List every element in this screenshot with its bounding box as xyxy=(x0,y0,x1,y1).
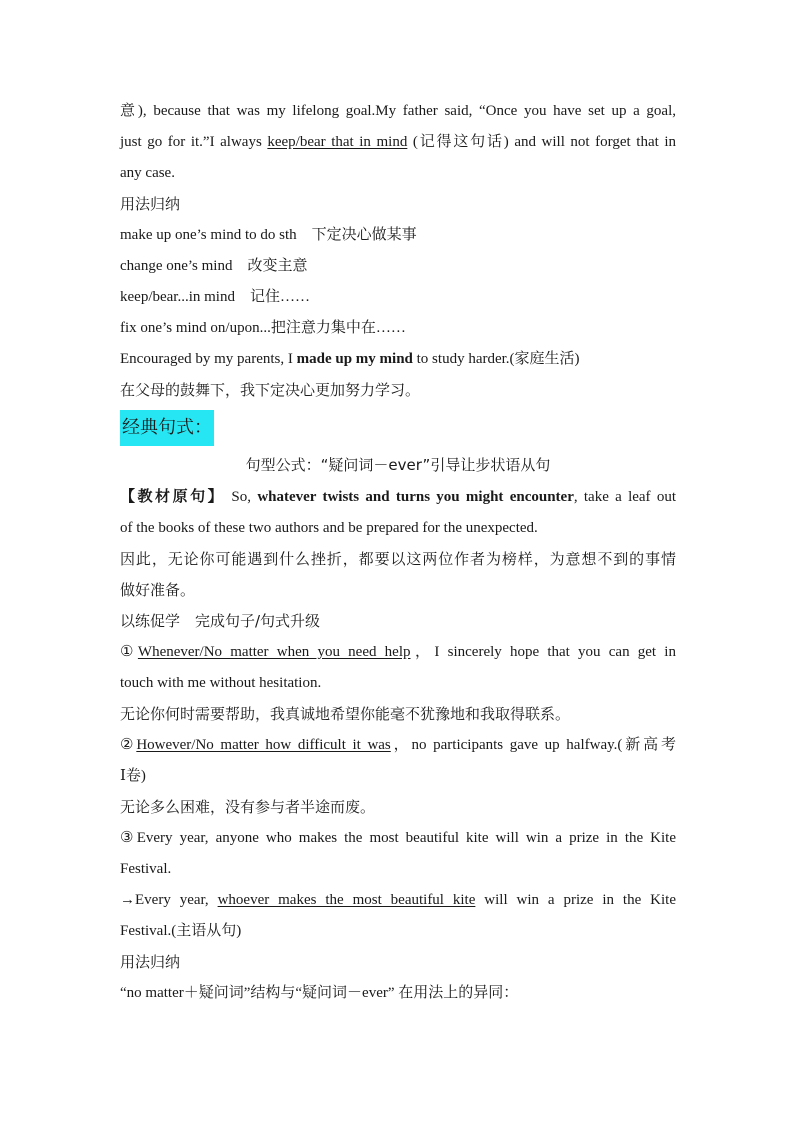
example-sentence xyxy=(120,344,676,375)
question-2-translation: 无论多么困难，没有参与者半途而废。 xyxy=(120,798,376,816)
original-translation: 因此，无论你可能遇到什么挫折，都要以这两位作者为榜样，为意想不到的事情 xyxy=(120,550,676,568)
text: (记得这句话) and will not forget that in xyxy=(407,134,676,150)
usage-item: make up one’s mind to do sth 下定决心做某事 xyxy=(120,227,417,243)
text: Every year, anyone who makes the most beautiful kite will win a prize in the Kite xyxy=(136,830,676,846)
usage-item: fix one’s mind on/upon...把注意力集中在…… xyxy=(120,320,406,336)
document-page xyxy=(120,96,676,1009)
bold-phrase: whatever twists and turns you might encounter xyxy=(257,489,574,505)
original-sentence xyxy=(120,481,676,513)
text: will win a prize in the Kite xyxy=(475,892,676,908)
text: any case. xyxy=(120,165,175,181)
text: just go for it.”I always xyxy=(120,134,268,150)
paragraph-line xyxy=(120,158,676,189)
question-3-rewrite xyxy=(120,885,676,916)
answer: whoever makes the most beautiful kite xyxy=(217,892,476,908)
number: ① xyxy=(120,644,138,660)
label: 【教材原句】 xyxy=(120,487,226,505)
question-1-cont: touch with me without hesitation. xyxy=(120,675,322,691)
question-2-cont: Ⅰ卷) xyxy=(120,768,146,784)
answer: However/No matter how difficult it was xyxy=(136,737,391,753)
underlined-phrase: keep/bear that in mind xyxy=(267,134,408,150)
number: ③ xyxy=(120,830,137,846)
text: ，I sincerely hope that you can get in xyxy=(410,644,676,660)
usage-line: “no matter＋疑问词”结构与“疑问词－ever” 在用法上的异同： xyxy=(120,985,519,1001)
section-heading-wrap xyxy=(120,406,676,450)
bold-phrase: made up my mind xyxy=(296,351,413,367)
question-3 xyxy=(120,823,676,854)
usage-heading: 用法归纳 xyxy=(120,953,181,971)
question-3-cont: Festival. xyxy=(120,861,172,877)
question-3-rewrite-cont: Festival.(主语从句) xyxy=(120,923,242,939)
usage-item: keep/bear...in mind 记住…… xyxy=(120,289,310,305)
practice-heading: 以练促学 完成句子/句式升级 xyxy=(120,612,321,630)
text: →Every year, xyxy=(120,892,218,908)
original-sentence: of the books of these two authors and be prepared for the unexpected. xyxy=(120,520,538,536)
text: 意), because that was my lifelong goal.My father said, “Once you have set up a goal, xyxy=(120,103,676,119)
section-heading: 经典句式： xyxy=(120,410,214,446)
number: ② xyxy=(120,737,137,753)
text: to study harder.(家庭生活) xyxy=(412,351,580,367)
usage-heading: 用法归纳 xyxy=(120,195,181,213)
answer: Whenever/No matter when you need help xyxy=(137,644,411,660)
question-1 xyxy=(120,637,676,668)
question-2 xyxy=(120,730,676,761)
text: , take a leaf out xyxy=(573,489,676,505)
text: Encouraged by my parents, I xyxy=(120,351,297,367)
text: ，no participants gave up halfway.(新高考 xyxy=(390,737,677,753)
question-1-translation: 无论你何时需要帮助，我真诚地希望你能毫不犹豫地和我取得联系。 xyxy=(120,705,571,723)
paragraph-line xyxy=(120,96,676,127)
usage-item: change one’s mind 改变主意 xyxy=(120,258,308,274)
paragraph-line xyxy=(120,127,676,158)
example-translation: 在父母的鼓舞下，我下定决心更加努力学习。 xyxy=(120,381,421,399)
formula-line: 句型公式：“疑问词－ever”引导让步状语从句 xyxy=(245,456,551,474)
text: So, xyxy=(225,489,258,505)
original-translation: 做好准备。 xyxy=(120,581,196,599)
